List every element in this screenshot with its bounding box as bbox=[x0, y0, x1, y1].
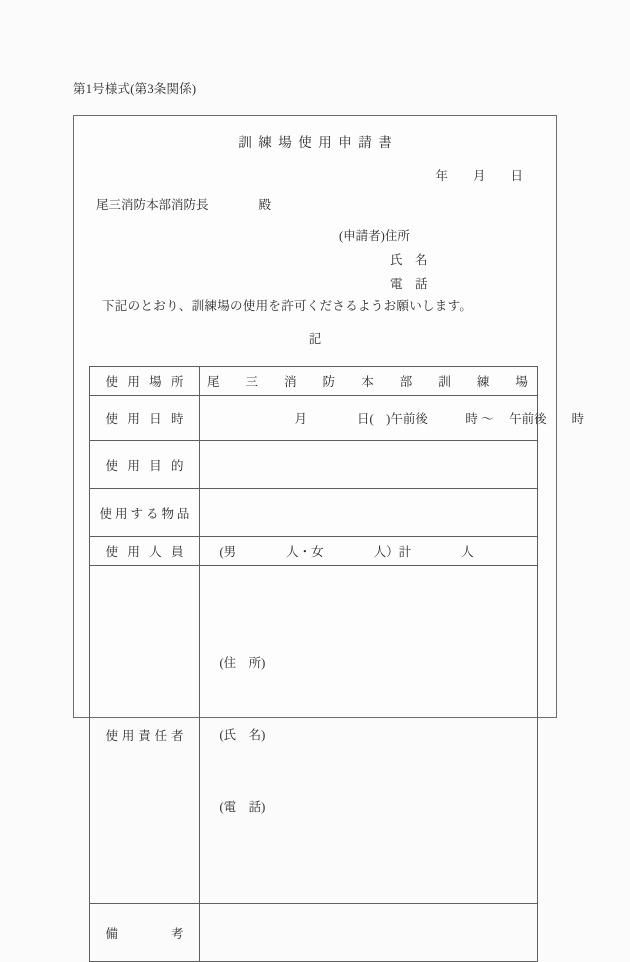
document-frame bbox=[73, 115, 585, 941]
application-table-body bbox=[90, 367, 585, 962]
document-body bbox=[74, 116, 585, 941]
row-label-items-used: 使 用 す る 物 品 bbox=[90, 489, 200, 537]
applicant-block bbox=[339, 224, 428, 296]
row-value-usage-place[interactable]: 尾 三 消 防 本 部 訓 練 場 bbox=[200, 367, 538, 396]
row-value-items-used[interactable] bbox=[200, 489, 538, 537]
responsible-phone-label: (電 話) bbox=[207, 800, 266, 814]
responsible-name-label: (氏 名) bbox=[207, 728, 266, 742]
table-row bbox=[90, 441, 538, 489]
row-value-responsible-person[interactable] bbox=[200, 566, 538, 904]
applicant-address-label: (申請者)住所 bbox=[339, 229, 410, 243]
addressee-line: 尾三消防本部消防長 殿 bbox=[96, 198, 272, 212]
row-label-remarks: 備 考 bbox=[90, 904, 200, 962]
table-row bbox=[90, 396, 538, 441]
row-label-responsible-person: 使 用 責 任 者 bbox=[90, 566, 200, 904]
row-value-usage-purpose[interactable] bbox=[200, 441, 538, 489]
request-sentence: 下記のとおり、訓練場の使用を許可くださるようお願いします。 bbox=[102, 299, 473, 313]
table-row bbox=[90, 566, 538, 904]
application-table bbox=[89, 366, 585, 962]
applicant-name-label: 氏 名 bbox=[390, 253, 428, 267]
row-value-remarks[interactable] bbox=[200, 904, 538, 962]
page-title: 訓練場使用申請書 bbox=[238, 135, 399, 150]
applicant-phone-label: 電 話 bbox=[390, 277, 428, 291]
row-label-usage-place: 使 用 場 所 bbox=[90, 367, 200, 396]
form-number-text: 第1号様式(第3条関係) bbox=[73, 82, 197, 96]
row-value-participants[interactable]: (男 人・女 人）計 人 bbox=[200, 537, 538, 566]
ki-marker: 記 bbox=[308, 332, 322, 346]
row-label-usage-datetime: 使 用 日 時 bbox=[90, 396, 200, 441]
table-row bbox=[90, 367, 538, 396]
table-row bbox=[90, 904, 538, 962]
row-label-participants: 使 用 人 員 bbox=[90, 537, 200, 566]
table-row bbox=[90, 489, 538, 537]
table-row bbox=[90, 537, 538, 566]
responsible-address-label: (住 所) bbox=[207, 656, 266, 670]
row-label-usage-purpose: 使 用 目 的 bbox=[90, 441, 200, 489]
row-value-usage-datetime[interactable]: 月 日( )午前後 時 ～ 午前後 時 bbox=[200, 396, 538, 441]
date-line: 年 月 日 bbox=[435, 169, 523, 183]
responsible-person-fields bbox=[207, 596, 530, 873]
